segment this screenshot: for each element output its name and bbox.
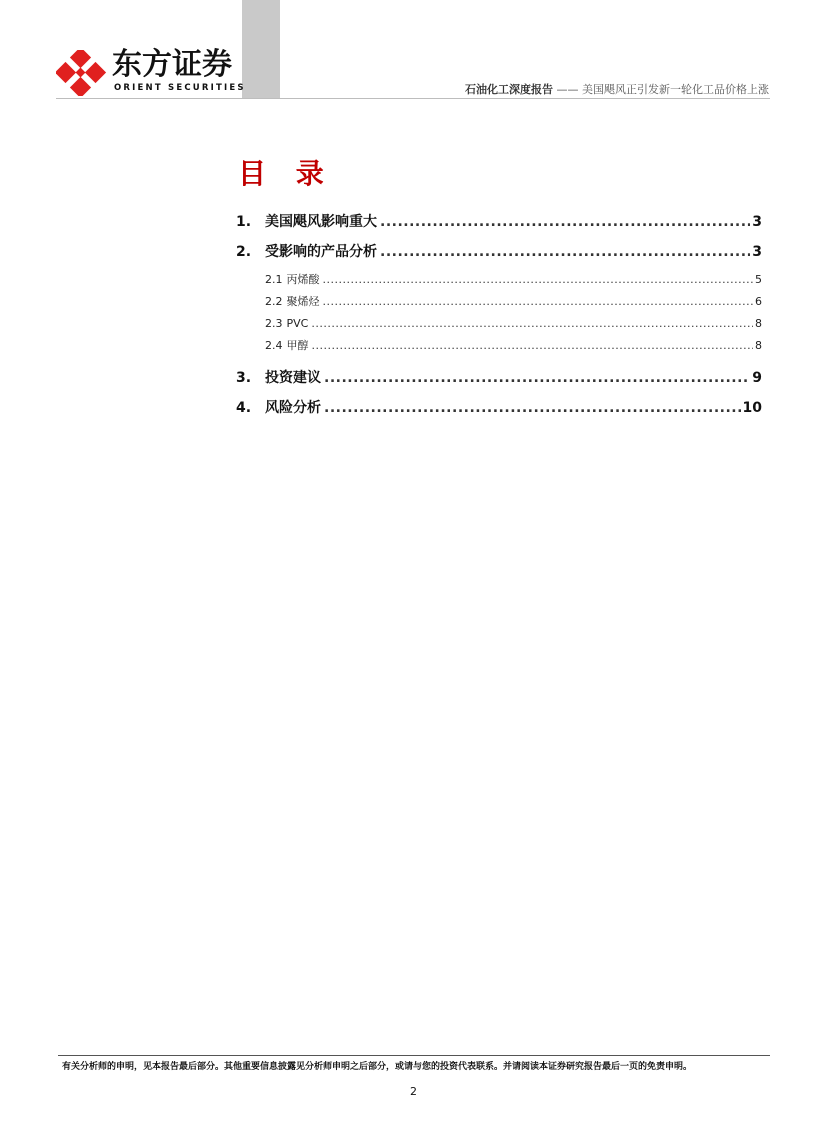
toc-entry-number: 3. xyxy=(236,370,252,386)
toc-entry-2-4[interactable] xyxy=(236,336,762,358)
footer-disclaimer: 有关分析师的申明，见本报告最后部分。其他重要信息披露见分析师申明之后部分，或请与您的投资代表联系。并请阅读本证券研究报告最后一页的免责申明。 xyxy=(62,1062,693,1072)
toc-leader-dots xyxy=(324,366,750,390)
toc-subentry-number: 2.3 xyxy=(265,317,283,330)
toc-entry-page: 3 xyxy=(752,214,762,230)
toc-entry-number: 1. xyxy=(236,214,252,230)
toc-subentry-page: 8 xyxy=(755,317,762,330)
toc-subentry-page: 8 xyxy=(755,339,762,352)
header-divider xyxy=(56,98,770,99)
toc-subentry-number: 2.2 xyxy=(265,295,283,308)
toc-entry-label: 美国飓风影响重大 xyxy=(265,214,377,230)
toc-leader-dots xyxy=(380,240,750,264)
toc-subentry-label: PVC xyxy=(286,317,309,330)
toc-entry-number: 4. xyxy=(236,400,252,416)
brand-name-en: ORIENT SECURITIES xyxy=(114,83,246,93)
toc-entry-page: 3 xyxy=(752,244,762,260)
toc-subentry-label: 聚烯烃 xyxy=(286,295,320,308)
toc-entry-number: 2. xyxy=(236,244,252,260)
toc-subentry-label: 甲醇 xyxy=(286,339,309,352)
toc-subentry-number: 2.4 xyxy=(265,339,283,352)
toc-leader-dots xyxy=(323,292,754,312)
toc-subentry-page: 5 xyxy=(755,273,762,286)
toc-subentry-page: 6 xyxy=(755,295,762,308)
toc-leader-dots xyxy=(312,336,754,356)
header-gray-bar xyxy=(242,0,280,98)
toc-entry-2-3[interactable] xyxy=(236,314,762,336)
toc-entry-label: 风险分析 xyxy=(265,400,321,416)
toc-entry-1[interactable] xyxy=(236,210,762,240)
toc-entry-page: 10 xyxy=(742,400,762,416)
page-number: 2 xyxy=(410,1085,417,1098)
footer-divider xyxy=(58,1055,770,1056)
toc-subentry-number: 2.1 xyxy=(265,273,283,286)
table-of-contents xyxy=(236,210,762,426)
header-separator: —— xyxy=(556,83,579,96)
toc-entry-page: 9 xyxy=(752,370,762,386)
toc-entry-label: 受影响的产品分析 xyxy=(265,244,377,260)
toc-entry-2[interactable] xyxy=(236,240,762,270)
toc-entry-3[interactable] xyxy=(236,366,762,396)
orient-logo-icon xyxy=(56,50,108,96)
toc-leader-dots xyxy=(311,314,753,334)
toc-leader-dots xyxy=(323,270,754,290)
toc-entry-2-2[interactable] xyxy=(236,292,762,314)
toc-entry-2-1[interactable] xyxy=(236,270,762,292)
toc-leader-dots xyxy=(380,210,750,234)
toc-entry-label: 投资建议 xyxy=(265,370,321,386)
report-type: 石油化工深度报告 xyxy=(465,83,553,96)
toc-subentry-label: 丙烯酸 xyxy=(286,273,320,286)
report-header xyxy=(465,83,769,96)
brand-name-cn: 东方证券 xyxy=(112,47,232,82)
orient-securities-logo xyxy=(56,44,246,100)
toc-title: 目 录 xyxy=(238,157,334,190)
report-title: 美国飓风正引发新一轮化工品价格上涨 xyxy=(582,83,769,96)
toc-entry-4[interactable] xyxy=(236,396,762,426)
toc-leader-dots xyxy=(324,396,741,420)
